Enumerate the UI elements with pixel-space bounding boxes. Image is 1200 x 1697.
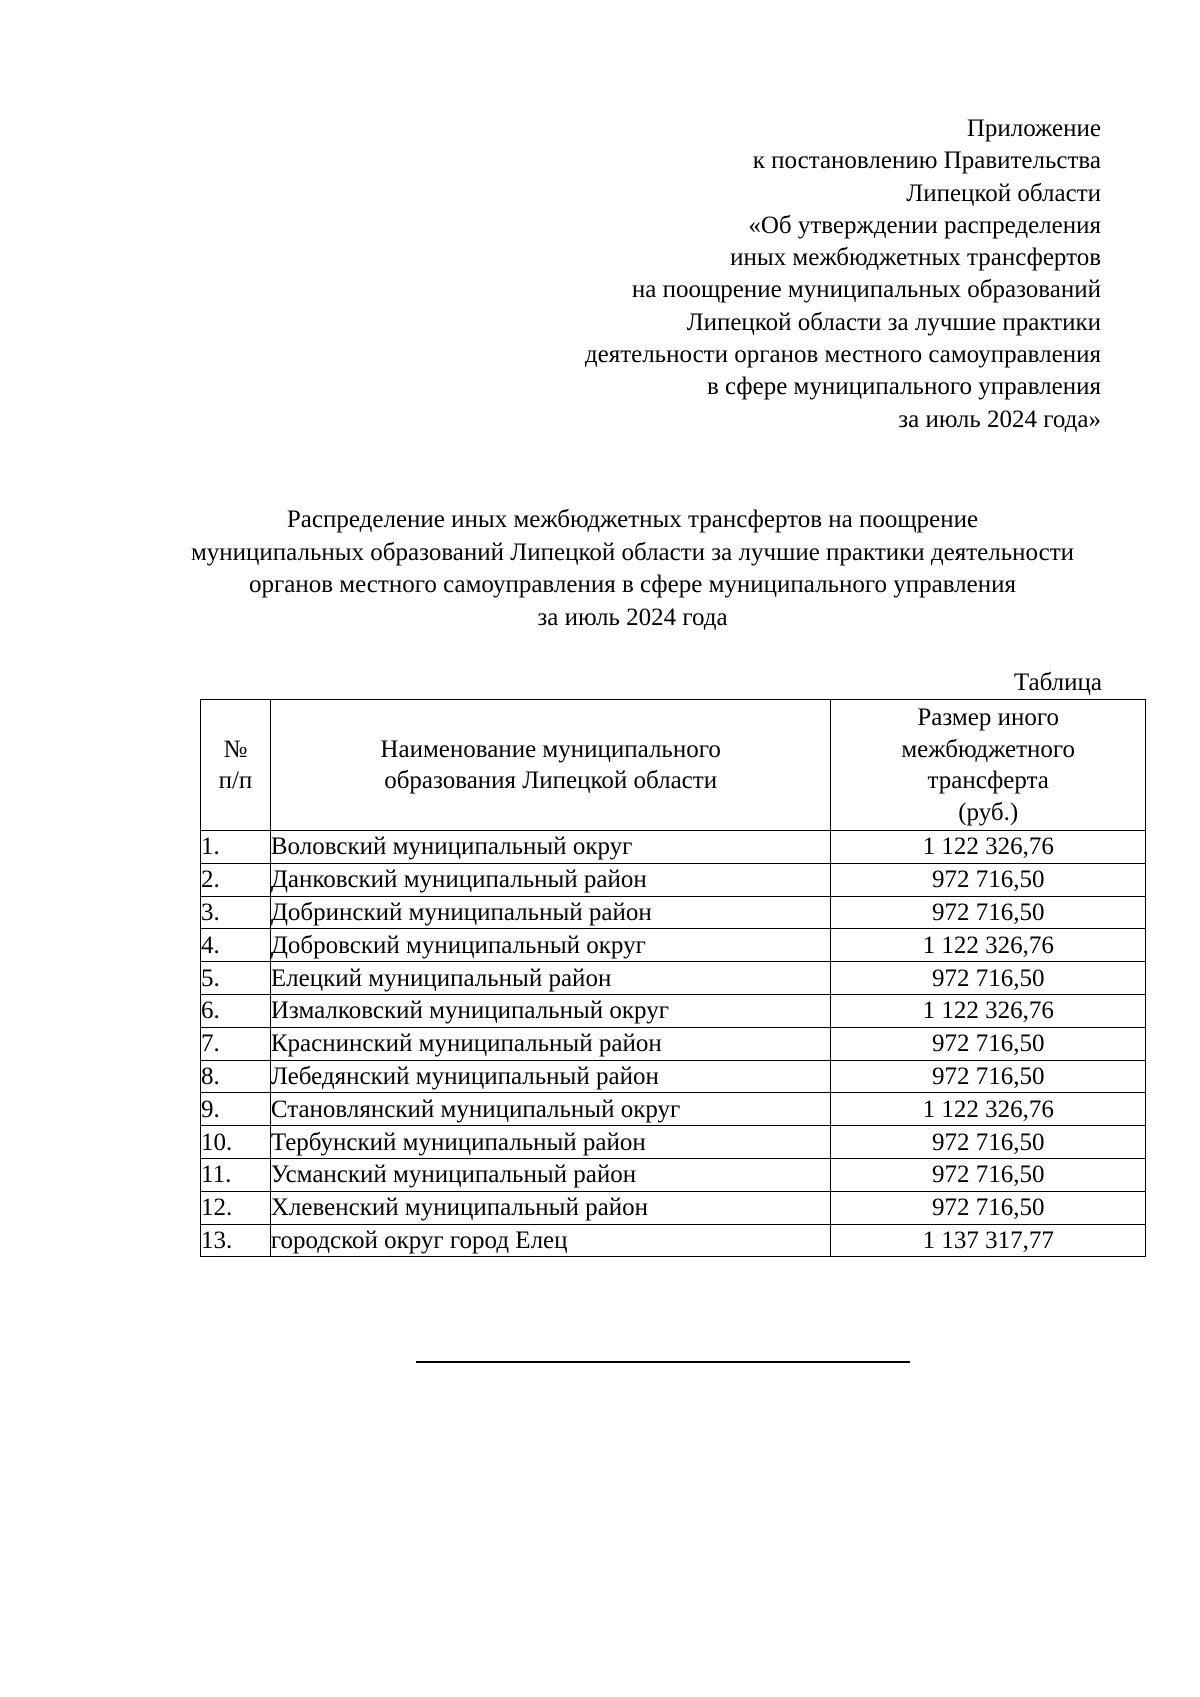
row-number: 12. (201, 1191, 271, 1224)
table-row (201, 929, 1146, 962)
municipality-name: Измалковский муниципальный округ (270, 994, 831, 1027)
row-number: 4. (201, 929, 271, 962)
municipality-name: Воловский муниципальный округ (270, 831, 831, 864)
document-title (0, 504, 1200, 634)
table-row (201, 863, 1146, 896)
municipality-name: Лебедянский муниципальный район (270, 1060, 831, 1093)
header-num (201, 700, 271, 831)
annex-line: деятельности органов местного самоуправления (584, 341, 1101, 369)
table-row (201, 831, 1146, 864)
table-row (201, 994, 1146, 1027)
transfer-amount: 1 122 326,76 (831, 929, 1146, 962)
row-number: 8. (201, 1060, 271, 1093)
municipality-name: Добринский муниципальный район (270, 896, 831, 929)
municipality-name: Хлевенский муниципальный район (270, 1191, 831, 1224)
row-number: 9. (201, 1093, 271, 1126)
annex-line: в сфере муниципального управления (706, 373, 1101, 401)
row-number: 7. (201, 1027, 271, 1060)
transfer-amount: 972 716,50 (831, 962, 1146, 995)
annex-line: на поощрение муниципальных образований (631, 276, 1101, 304)
transfer-amount: 972 716,50 (831, 1126, 1146, 1159)
transfer-amount: 1 122 326,76 (831, 831, 1146, 864)
annex-line: Приложение (966, 115, 1101, 142)
header-amount-line: трансферта (927, 767, 1049, 794)
annex-line: к постановлению Правительства (752, 147, 1101, 175)
row-number: 13. (201, 1224, 271, 1257)
table-row (201, 1158, 1146, 1191)
annex-line: за июль 2024 года» (898, 405, 1101, 433)
table-caption: Таблица (1013, 669, 1102, 696)
header-name-line: Наименование муниципального (380, 735, 721, 763)
header-num-line: п/п (218, 767, 253, 794)
table-row (201, 896, 1146, 929)
municipality-name: Краснинский муниципальный район (270, 1027, 831, 1060)
table-row (201, 1093, 1146, 1126)
transfer-amount: 972 716,50 (831, 863, 1146, 896)
transfer-amount: 972 716,50 (831, 1158, 1146, 1191)
table-row (201, 962, 1146, 995)
municipality-name: Усманский муниципальный район (270, 1158, 831, 1191)
transfer-amount: 972 716,50 (831, 1027, 1146, 1060)
closing-divider (416, 1361, 910, 1363)
title-line: за июль 2024 года (537, 603, 728, 631)
row-number: 3. (201, 896, 271, 929)
municipality-name: Тербунский муниципальный район (270, 1126, 831, 1159)
header-name-line: образования Липецкой области (384, 767, 718, 794)
municipality-name: Добровский муниципальный округ (270, 929, 831, 962)
transfer-amount: 972 716,50 (831, 1060, 1146, 1093)
municipality-name: Елецкий муниципальный район (270, 962, 831, 995)
transfer-amount: 972 716,50 (831, 1191, 1146, 1224)
transfer-amount: 1 122 326,76 (831, 994, 1146, 1027)
municipality-name: Становлянский муниципальный округ (270, 1093, 831, 1126)
row-number: 5. (201, 962, 271, 995)
title-line: органов местного самоуправления в сфере муниципального управления (248, 571, 1017, 598)
header-amount-line: межбюджетного (901, 735, 1076, 763)
table-row (201, 1191, 1146, 1224)
transfer-amount: 1 122 326,76 (831, 1093, 1146, 1126)
header-amount-line: Размер иного (917, 704, 1059, 731)
table-row (201, 1224, 1146, 1257)
title-line: Распределение иных межбюджетных трансфертов на поощрение (286, 506, 979, 533)
distribution-table (200, 699, 1146, 1257)
header-num-line: № (223, 735, 248, 763)
row-number: 1. (201, 831, 271, 864)
row-number: 10. (201, 1126, 271, 1159)
row-number: 2. (201, 863, 271, 896)
annex-block (585, 113, 1101, 436)
annex-line: иных межбюджетных трансфертов (730, 244, 1101, 272)
annex-line: Липецкой области за лучшие практики (686, 308, 1101, 336)
title-line: муниципальных образований Липецкой области за лучшие практики деятельности (190, 538, 1075, 566)
table-header-row (201, 700, 1146, 831)
table-row (201, 1027, 1146, 1060)
transfer-amount: 972 716,50 (831, 896, 1146, 929)
header-amount-line: (руб.) (958, 798, 1019, 826)
annex-line: «Об утверждении распределения (748, 211, 1101, 239)
table-row (201, 1126, 1146, 1159)
municipality-name: городской округ город Елец (270, 1224, 831, 1257)
header-name (270, 700, 831, 831)
row-number: 11. (201, 1158, 271, 1191)
annex-line: Липецкой области (906, 179, 1101, 207)
table-row (201, 1060, 1146, 1093)
municipality-name: Данковский муниципальный район (270, 863, 831, 896)
header-amount (831, 700, 1146, 831)
row-number: 6. (201, 994, 271, 1027)
transfer-amount: 1 137 317,77 (831, 1224, 1146, 1257)
